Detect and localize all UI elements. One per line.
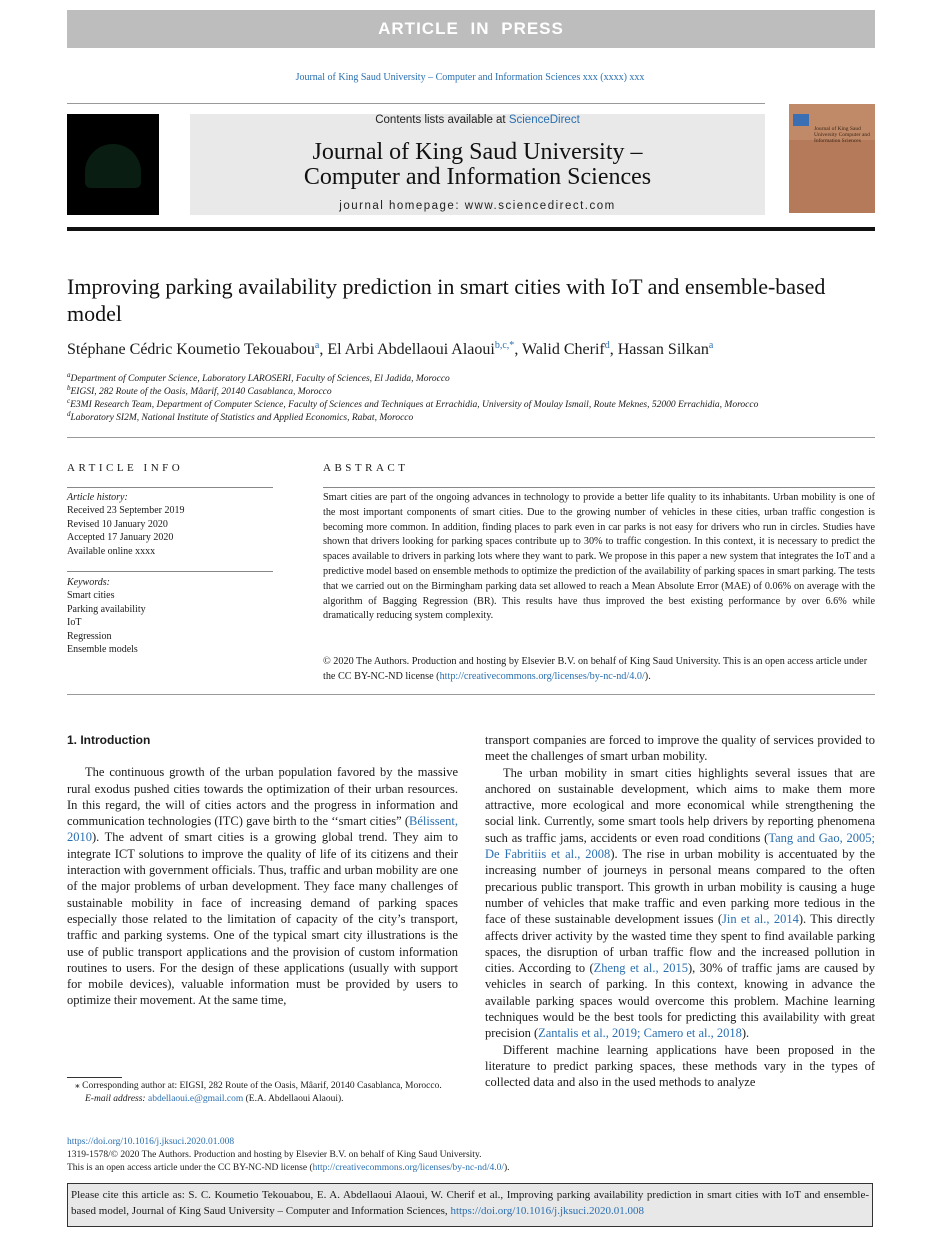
contents-prefix: Contents lists available at [375,114,509,126]
doi-link[interactable]: https://doi.org/10.1016/j.jksuci.2020.01.008 [67,1137,235,1147]
affiliation-line [67,384,332,397]
email-link[interactable]: abdellaoui.e@gmail.com [147,1094,244,1105]
affiliation-text: Department of Computer Science, Laboratory LAROSERI, Faculty of Sciences, El Jadida, Morocco [70,374,450,385]
author-separator: , [609,341,618,358]
abstract-heading: ABSTRACT [323,462,409,474]
keywords-label: Keywords: [67,577,110,588]
journal-title-line2: Computer and Information Sciences [303,164,652,190]
article-title: Improving parking availability prediction in smart cities with IoT and ensemble-based model [67,274,826,326]
author-name: Hassan Silkan [617,341,709,358]
copyright-text: © 2020 The Authors. Production and hosting by Elsevier B.V. on behalf of King Saud University. This is an open access article under the CC BY-NC-ND license ( [323,656,868,682]
keyword: IoT [67,617,82,629]
publication-info [67,1136,510,1175]
affiliation-line [67,371,450,384]
affiliation-line [67,410,413,423]
affiliation-text: E3MI Research Team, Department of Computer Science, Faculty of Sciences and Techniques at Errachidia, University of Moulay Ismail, Route Meknes, 52000 Errachidia, Morocco [70,400,759,411]
paragraph-text: ). The rise in urban mobility is accentuated by the increasing number of journeys in personal means compared to the often precarious public transport. This growth in urban mobility is causing a huge number of vehicles that make traffic and even parking more tedious in the face of these sustainable development issues ( [485,847,875,927]
citation-link[interactable]: Zantalis et al., 2019; Camero et al., 2018 [538,1026,742,1041]
keywords [67,576,146,656]
article-info-heading: ARTICLE INFO [67,462,184,474]
license-prefix: This is an open access article under the CC BY-NC-ND license ( [67,1163,313,1173]
abstract-text: Smart cities are part of the ongoing advances in technology to provide a better life quality to its inhabitants. Urban mobility is one of the most important components of smart cities. Due to the growing number of vehicles in these cities, urban traffic congestion is becoming more common. In addition, finding places to park even in car parks is not easy for drivers who run in circles. Studies have shown that drivers looking for parking spaces contribute up to 30% to traffic congestion. In this context, it is necessary to predict the spaces available to drivers in parking lots where they want to park. We propose in this paper a new system that integrates the IoT and a predictive model based on ensemble methods to optimize the prediction of the availability of parking spaces in smart parking. The tests that we carried out on the Birmingham parking data set allowed to reach a Mean Absolute Error (MAE) of 0.06% on average with the algorithm of Bagging Regression (BR). This results have thus improved the best existing performance by over 6.6% while dramatically reducing system complexity. [323,492,875,622]
abstract-bottom-divider [67,694,875,695]
citation-box [67,1183,873,1227]
journal-masthead [190,114,765,215]
paragraph-text: ). [741,1026,750,1041]
section-heading: 1. Introduction [67,733,151,747]
author-name: El Arbi Abdellaoui Alaoui [327,341,495,358]
keyword: Smart cities [67,590,115,602]
journal-title-line1: Journal of King Saud University – [312,139,643,165]
contents-line [190,114,765,126]
cover-badge [793,114,809,126]
citation-doi-link[interactable]: https://doi.org/10.1016/j.jksuci.2020.01.008 [450,1204,644,1217]
journal-homepage[interactable]: journal homepage: www.sciencedirect.com [339,200,616,212]
elsevier-logo [67,114,159,215]
history-item: Received 23 September 2019 [67,505,185,517]
author-separator: , [514,341,523,358]
issn-line: 1319-1578/© 2020 The Authors. Production and hosting by Elsevier B.V. on behalf of King Saud University. [67,1150,482,1160]
citation-link[interactable]: Bélissent, 2010 [67,814,458,845]
header-thick-divider [67,227,875,231]
affiliation-text: EIGSI, 282 Route of the Oasis, Mâarif, 20140 Casablanca, Morocco [70,387,332,398]
keyword: Parking availability [67,603,146,615]
paragraph-text: ), 30% of traffic jams are caused by vehicles in search of parking. In this context, knowing in advance the available parking spaces would overcome this problem. Machine learning techniques would be the best tools for predicting this availability with great precision ( [485,961,876,1041]
corresponding-author-footnote [67,1080,458,1107]
author-list [67,340,713,359]
article-history [67,491,184,558]
license-line [67,1162,510,1175]
history-label: Article history: [67,492,128,503]
author-affiliation-marker[interactable]: d [604,340,610,351]
affiliation-text: Laboratory SI2M, National Institute of Statistics and Applied Economics, Rabat, Morocco [70,413,414,424]
paragraph-text: The urban mobility in smart cities highlights several issues that are anchored on sustainable development, which aims to make them more attractive, more ecological and more economical while strengthening the social link. Currently, some smart tools help drivers by reporting phenomena such as traffic jams, accidents or even road conditions ( [485,765,875,845]
journal-title [190,140,765,190]
affiliation-marker: a [67,371,71,379]
affiliation-marker: c [67,397,71,405]
journal-cover-image[interactable] [789,104,875,213]
paragraph-text: ). This directly affects driver activity by the wasted time they spent to find available parking spaces, the disruption of urban traffic flow and the increased pollution in cities. According to ( [485,912,875,976]
citation-link[interactable]: Tang and Gao, 2005; De Fabritiis et al., 2008 [485,830,875,862]
tree-icon [85,144,141,188]
footnote-divider [67,1077,122,1078]
intro-paragraph [485,765,875,1042]
history-item: Revised 10 January 2020 [67,518,168,530]
author-affiliation-marker[interactable]: a [314,340,320,351]
keyword: Regression [67,630,112,642]
abstract-divider [323,487,875,488]
license-suffix: ). [504,1163,510,1173]
author-affiliation-marker[interactable]: a [708,340,714,351]
affiliation-marker: d [67,410,71,418]
author-name: Stéphane Cédric Koumetio Tekouabou [67,341,315,358]
journal-reference-link[interactable]: Journal of King Saud University – Computer and Information Sciences xxx (xxxx) xxx [295,72,645,83]
cover-title: Journal of King Saud University Computer and Information Sciences [814,126,870,144]
history-item: Accepted 17 January 2020 [67,532,174,544]
abstract-copyright [323,655,875,685]
license-link[interactable]: http://creativecommons.org/licenses/by-nc-nd/4.0/ [439,670,645,682]
article-in-press-banner: ARTICLE IN PRESS [67,10,875,48]
history-item: Available online xxxx [67,545,156,557]
intro-paragraph: Different machine learning applications have been proposed in the literature to predict parking spaces, these methods vary in the types of collected data and also in the used methods to analyze [485,1042,875,1090]
email-line [67,1093,458,1106]
email-label: E-mail address: [85,1094,146,1105]
author-name: Walid Cherif [522,341,605,358]
author-separator: , [319,341,328,358]
body-right-column [485,732,875,1091]
paragraph-text: ). The advent of smart cities is a growing global trend. They aim to integrate ICT solutions to improve the quality of life of its citizens and their interaction with government officials. Thus, traffic and urban mobility are one of the major problems of urban development. They face many challenges of sustainable mobility in face of increasing demand of parking spaces especially those related to the limitation of capacity of the city’s transport, traffic and parking systems. One of the typical smart city illustrations is the use of public transport applications and the provision of custom information routines to users. For the design of these applications (usually with support for mobile devices), valuable information must be provided by users to optimize their movement. At the same time, [67,830,458,1008]
citation-link[interactable]: Jin et al., 2014 [722,912,799,927]
sciencedirect-link[interactable]: ScienceDirect [508,114,580,126]
citation-link[interactable]: Zheng et al., 2015 [593,961,689,976]
author-affiliation-marker[interactable]: b,c,* [494,340,515,351]
header-divider [67,103,765,104]
license-link[interactable]: http://creativecommons.org/licenses/by-nc-nd/4.0/ [312,1163,504,1173]
affiliation-line [67,397,758,410]
keyword: Ensemble models [67,644,138,656]
affiliation-marker: b [67,384,71,392]
intro-paragraph-continued: transport companies are forced to improve the quality of services provided to meet the challenges of smart urban mobility. [485,733,875,764]
article-info-divider [67,487,273,488]
email-owner: (E.A. Abdellaoui Alaoui). [243,1094,344,1105]
paragraph-text: The continuous growth of the urban population favored by the massive rural exodus pushed cities towards the optimization of their urban resources. In this regard, the will of cities actors and the progress in information and communication technologies (ITC) gave birth to the ‘‘smart cities” ( [67,765,458,829]
intro-paragraph [67,764,458,1008]
body-left-column [67,732,458,1009]
keywords-divider [67,571,273,572]
corresponding-author: ⁎ Corresponding author at: EIGSI, 282 Route of the Oasis, Mâarif, 20140 Casablanca, Morocco. [75,1081,442,1091]
copyright-suffix: ). [644,670,651,682]
citation-text: Please cite this article as: S. C. Koumetio Tekouabou, E. A. Abdellaoui Alaoui, W. Cherif et al., Improving parking availability prediction in smart cities with IoT and ensemble-based model, Journal of King Saud University – Computer and Information Sciences, [71,1189,869,1217]
affiliation-divider [67,437,875,438]
